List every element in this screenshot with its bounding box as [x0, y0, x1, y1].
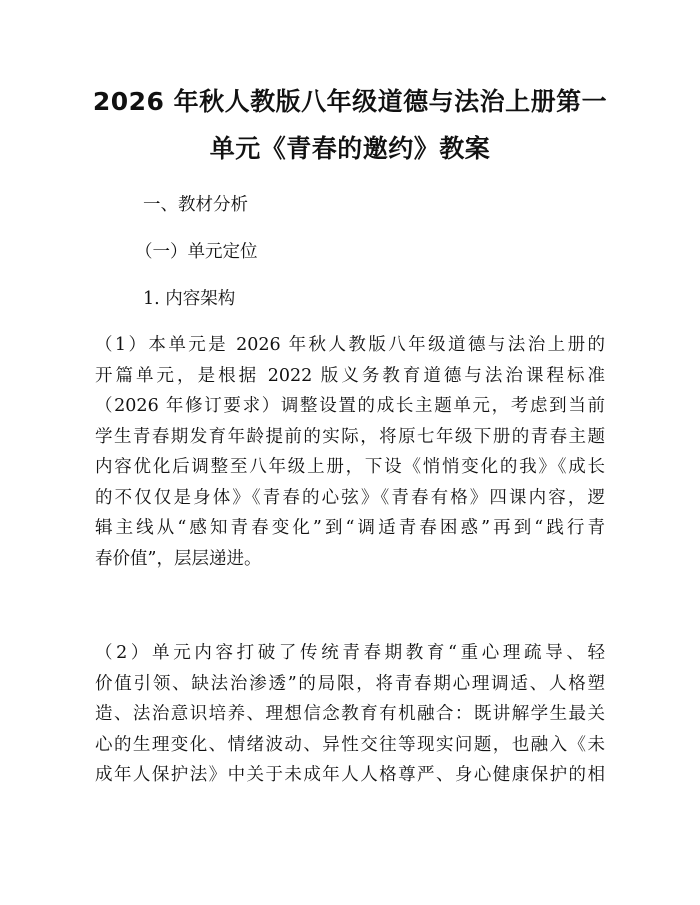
- paragraph-2: [95, 638, 605, 791]
- paragraph-1-line: 内容优化后调整至八年级上册，下设《悄悄变化的我》《成长: [95, 457, 605, 477]
- paragraph-1: [95, 330, 605, 574]
- section-heading-textbook-analysis: 一、教材分析: [143, 195, 248, 215]
- paragraph-1-line: （1）本单元是 2026 年秋人教版八年级道德与法治上册的: [95, 335, 605, 355]
- document-title-line-2: 单元《青春的邀约》教案: [209, 134, 491, 163]
- item-heading-content-structure: 1. 内容架构: [143, 289, 236, 309]
- paragraph-1-line: （2026 年修订要求）调整设置的成长主题单元，考虑到当前: [95, 396, 605, 416]
- paragraph-2-line: 价值引领、缺法治渗透”的局限，将青春期心理调适、人格塑: [95, 673, 605, 694]
- paragraph-1-line: 开篇单元，是根据 2022 版义务教育道德与法治课程标准: [95, 365, 605, 386]
- paragraph-2-line: 造、法治意识培养、理想信念教育有机融合：既讲解学生最关: [95, 704, 605, 724]
- paragraph-2-line: 成年人保护法》中关于未成年人人格尊严、身心健康保护的相: [95, 765, 605, 785]
- paragraph-2-line: 心的生理变化、情绪波动、异性交往等现实问题，也融入《未: [95, 734, 605, 755]
- paragraph-1-line: 辑主线从“感知青春变化”到“调适青春困惑”再到“践行青: [95, 518, 605, 538]
- paragraph-1-line: 学生青春期发育年龄提前的实际，将原七年级下册的青春主题: [95, 426, 605, 447]
- paragraph-1-line: 春价值”，层层递进。: [95, 548, 262, 569]
- paragraph-2-line: （2）单元内容打破了传统青春期教育“重心理疏导、轻: [95, 643, 605, 663]
- subsection-heading-unit-positioning: （一）单元定位: [135, 242, 258, 262]
- document-title-line-1: 2026 年秋人教版八年级道德与法治上册第一: [92, 87, 608, 116]
- paragraph-1-line: 的不仅仅是身体》《青春的心弦》《青春有格》四课内容，逻: [95, 487, 605, 508]
